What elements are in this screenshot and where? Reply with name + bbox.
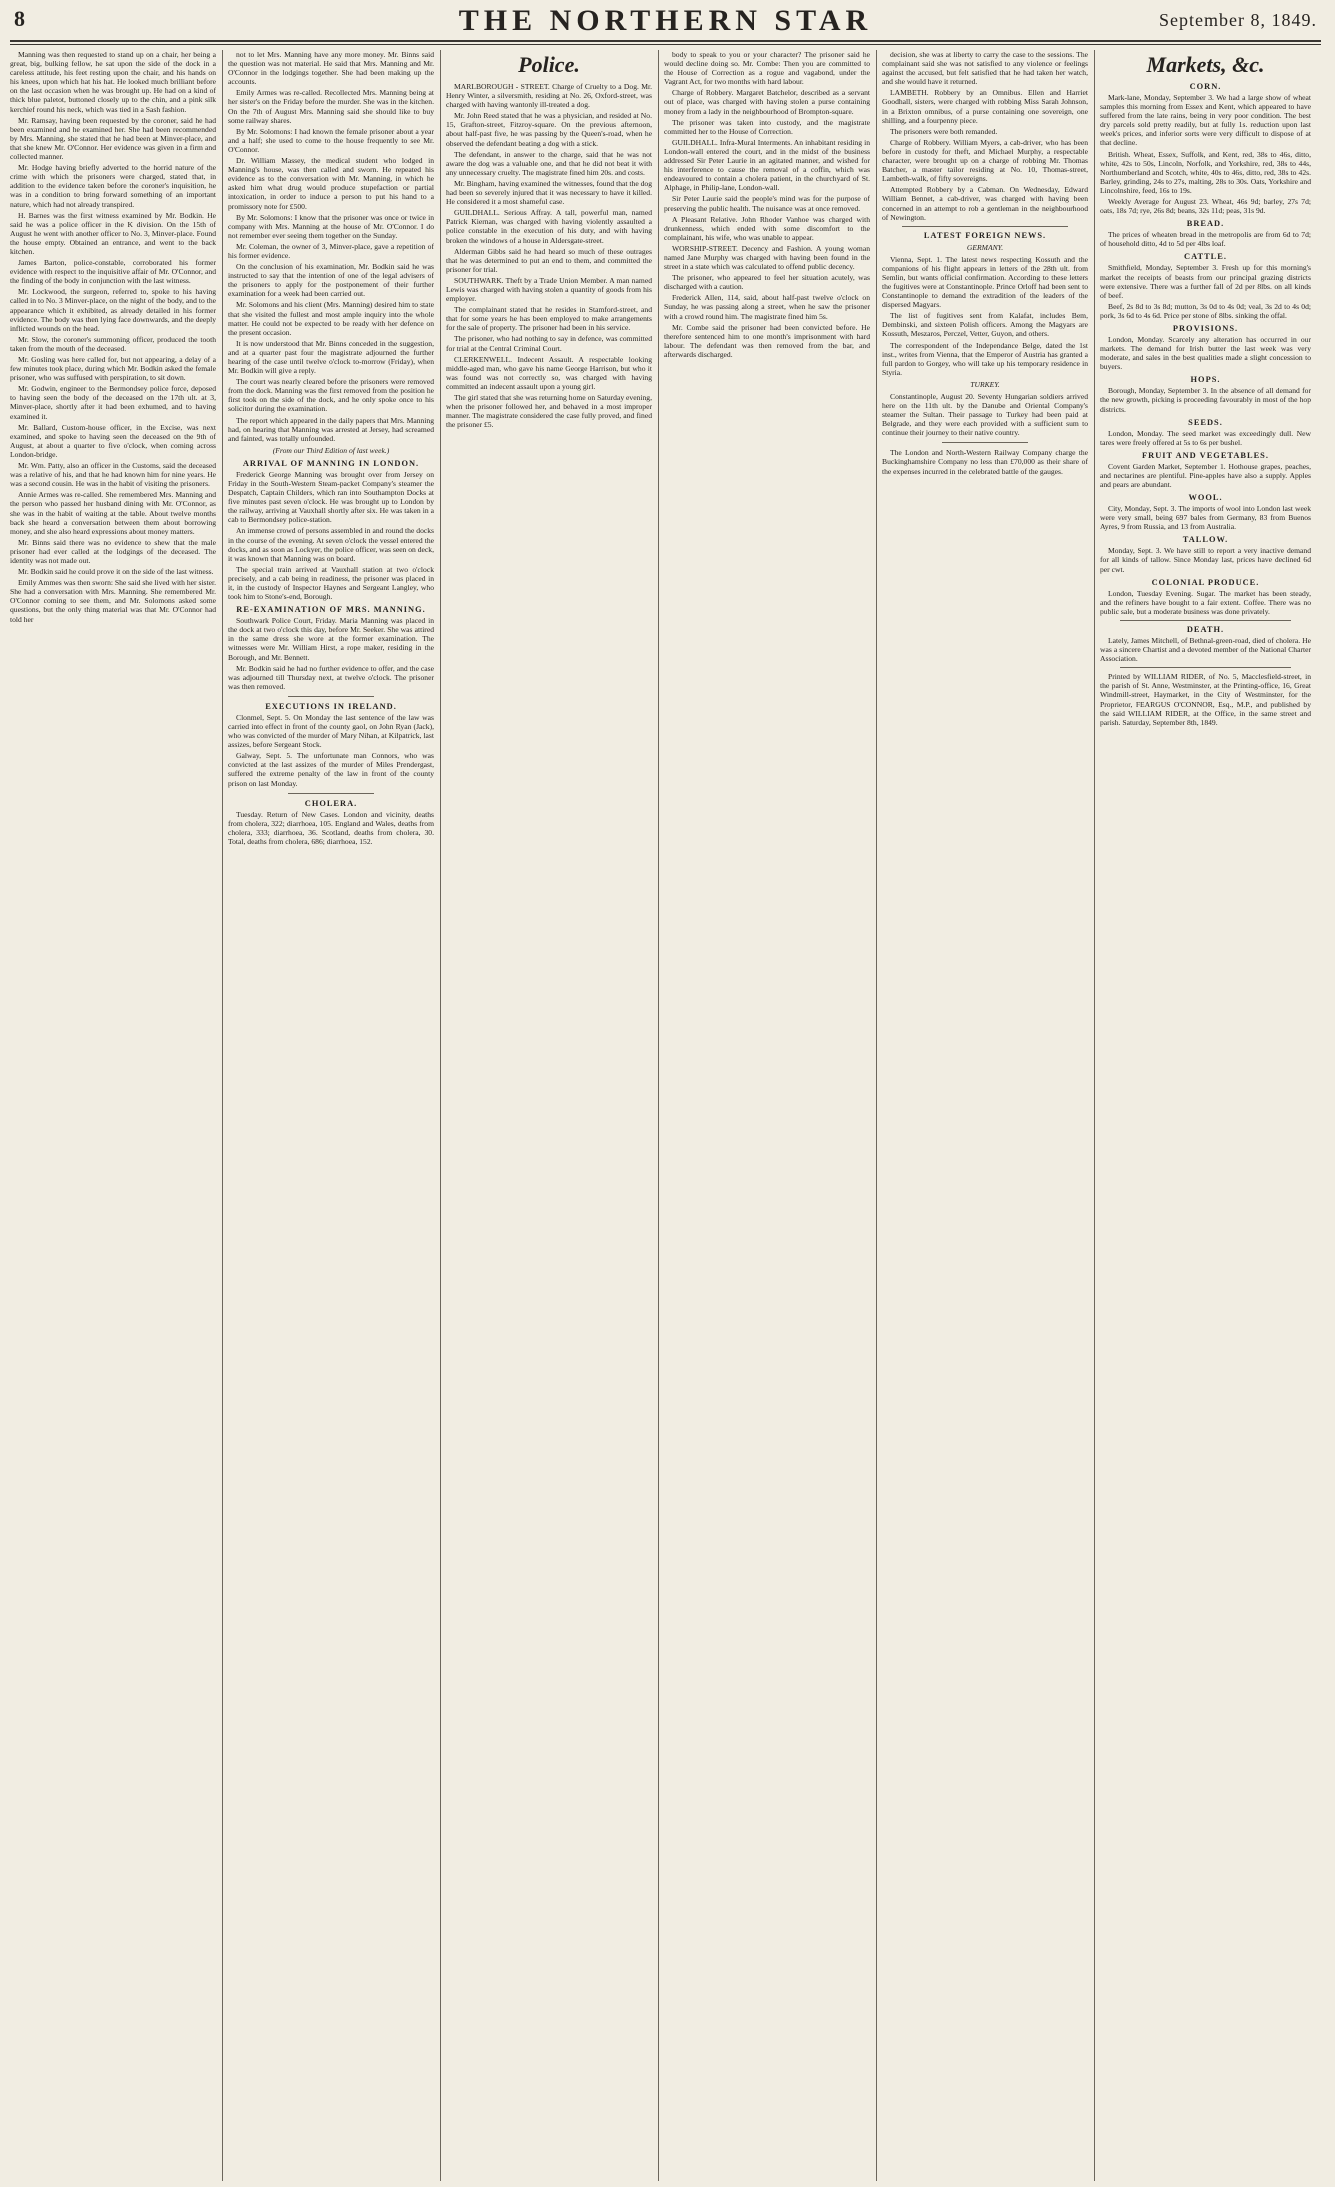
article-paragraph: Mr. Lockwood, the surgeon, referred to, spoke to his having called in to No. 3 Minver-place, on the night of the body, and to the appearance which it exhibited, as already detailed in his former evidence. The body was then lying face downwards, and the deeply inflicted wounds on the head. bbox=[10, 287, 216, 333]
section-heading: LATEST FOREIGN NEWS. bbox=[923, 230, 1047, 240]
divider bbox=[1120, 620, 1291, 621]
column-divider bbox=[876, 50, 877, 2181]
article-paragraph: Charge of Robbery. William Myers, a cab-driver, who has been before in custody for theft, and Michael Murphy, a respectable character, were brought up on a charge of robbing Mr. Thomas Batcher, a master tailor residing at No. 10, Thomas-street, Lambeth-walk, of fifty sovereigns. bbox=[882, 137, 1088, 184]
article-paragraph: By Mr. Solomons: I know that the prisoner was once or twice in company with Mrs. Manning at the house of Mr. O'Connor. I do not remember ever seeing them together on the Sunday. bbox=[228, 212, 434, 240]
section-heading: CORN. bbox=[1189, 82, 1222, 91]
divider bbox=[902, 226, 1068, 227]
issue-date: September 8, 1849. bbox=[1159, 10, 1317, 30]
section-heading: TALLOW. bbox=[1182, 535, 1229, 545]
section-heading: PROVISIONS. bbox=[1172, 323, 1239, 333]
divider bbox=[288, 696, 374, 697]
article-paragraph: The prisoner was taken into custody, and the magistrate committed her to the House of Correction. bbox=[664, 117, 870, 136]
newspaper-title: THE NORTHERN STAR bbox=[458, 4, 873, 37]
masthead bbox=[10, 4, 1321, 38]
column-1 bbox=[10, 50, 216, 2181]
article-paragraph: Mr. Bingham, having examined the witnesses, found that the dog had been so severely injured that it was necessary to have it killed. He considered it a most shameful case. bbox=[446, 178, 652, 207]
article-paragraph: Vienna, Sept. 1. The latest news respecting Kossuth and the companions of his flight appears in letters of the 28th ult. from Semlin, but wants official confirmation. According to these letters the fugitives were at Constantinople. Prince Orloff had been sent to Constantinople to demand the extradition of the leaders of the dispersed Magyars. bbox=[882, 254, 1088, 310]
section-heading: RE-EXAMINATION OF MRS. MANNING. bbox=[236, 605, 426, 615]
divider bbox=[1120, 667, 1291, 668]
article-paragraph: Frederick George Manning was brought over from Jersey on Friday in the South-Western Steam-packet Company's steamer the Despatch, Captain Childers, which ran into Southampton Docks at five minutes past seven o'clock. He was brought up to London by the railway, arriving at Vauxhall shortly after six. He was taken in a cab to Bermondsey police-station. bbox=[228, 469, 434, 525]
article-paragraph: Emily Ammes was then sworn: She said she lived with her sister. She had a conversation with Mrs. Manning. She remembered Mr. O'Connor coming to see them, and Mr. Solomons asked some questions, but the only thing material was that Mr. O'Connor had told her bbox=[10, 578, 216, 624]
article-paragraph: Mr. Solomons and his client (Mrs. Manning) desired him to state that she visited the fullest and most ample inquiry into the whole matter. He could not be expected to be ready with her defence on the present occasion. bbox=[228, 300, 434, 337]
article-paragraph: Annie Armes was re-called. She remembered Mrs. Manning and the person who passed her husband dining with Mr. O'Connor, as she was in the habit of waiting at the table. About twelve months back she heard a conversation between them about borrowing money, and she also heard expressions about money matters. bbox=[10, 490, 216, 536]
section-heading: WOOL. bbox=[1188, 493, 1223, 503]
article-paragraph: The prisoner, who had nothing to say in defence, was committed for trial at the Central Criminal Court. bbox=[446, 334, 652, 353]
article-paragraph: Southwark Police Court, Friday. Maria Manning was placed in the dock at two o'clock this day, before Mr. Seeker. She was attired in the same dress she wore at the former examination. The witnesses were Mr. William Hirst, a rope maker, residing in the Borough, and Mr. Bennett. bbox=[228, 616, 434, 662]
market-paragraph: The prices of wheaten bread in the metropolis are from 6d to 7d; of household ditto, 4d to 5d per 4lbs loaf. bbox=[1100, 230, 1311, 249]
column-2 bbox=[228, 50, 434, 2181]
section-heading: FRUIT AND VEGETABLES. bbox=[1142, 450, 1269, 460]
article-paragraph: The prisoner, who appeared to feel her situation acutely, was discharged with a caution. bbox=[664, 273, 870, 292]
article-paragraph: Emily Armes was re-called. Recollected Mrs. Manning being at her sister's on the Friday before the murder. She was in the kitchen. On the 7th of August Mrs. Manning said she should like to buy some railway shares. bbox=[228, 88, 434, 125]
article-paragraph: Charge of Robbery. Margaret Batchelor, described as a servant out of place, was charged with having stolen a purse containing money from a lady in the neighbourhood of Brompton-square. bbox=[664, 88, 870, 116]
article-paragraph: An immense crowd of persons assembled in and round the docks in the course of the evening. At seven o'clock the vessel entered the docks, and as soon as Lockyer, the police officer, was seen on deck, it was known that Manning was on board. bbox=[228, 526, 434, 563]
article-paragraph: H. Barnes was the first witness examined by Mr. Bodkin. He said he was a police officer in the K division. On the 15th of August he went with another officer to No. 3, Minver-place. Found the house empty. Obtained an entrance, and went to the back kitchen. bbox=[10, 210, 216, 256]
article-paragraph: Mr. Wm. Patty, also an officer in the Customs, said the deceased was a relative of his, and that he had known him for nine years. He was a second cousin. He was in the habit of visiting the prisoners. bbox=[10, 461, 216, 489]
article-paragraph: Dr. William Massey, the medical student who lodged in Manning's house, was then called and sworn. He repeated his evidence as to the conversation with Mr. Manning, in which he asked him what drug would produce stupefaction or partial intoxication, in order to induce a person to put his hand to a promissory note for £500. bbox=[228, 156, 434, 211]
column-divider bbox=[658, 50, 659, 2181]
section-title-police: Police. bbox=[518, 52, 580, 77]
section-heading: ARRIVAL OF MANNING IN LONDON. bbox=[242, 458, 420, 468]
market-paragraph: Weekly Average for August 23. Wheat, 46s 9d; barley, 27s 7d; oats, 18s 7d; rye, 26s 8d; beans, 32s 11d; peas, 31s 9d. bbox=[1100, 197, 1311, 216]
article-paragraph: Mr. Godwin, engineer to the Bermondsey police force, deposed to having seen the body of the deceased on the 17th ult. at 3, Minver-place, shortly after it had been exhumed, and to having examined it. bbox=[10, 384, 216, 421]
column-divider bbox=[1094, 50, 1095, 2181]
market-paragraph: Smithfield, Monday, September 3. Fresh up for this morning's market the receipts of beasts from our principal grazing districts were extensive. There was a further fall of 2d per 8lbs. on all kinds of beef. bbox=[1100, 263, 1311, 300]
page-number: 8 bbox=[14, 6, 25, 31]
column-5 bbox=[882, 50, 1088, 2181]
article-paragraph: Frederick Allen, 114, said, about half-past twelve o'clock on Sunday, he was passing along a street, when he saw the prisoner with a crowd round him. The magistrate fined him 5s. bbox=[664, 293, 870, 321]
article-paragraph: A Pleasant Relative. John Rhoder Vanhoe was charged with drunkenness, which ended with some discomfort to the complainant, his wife, who was unable to appear. bbox=[664, 214, 870, 242]
market-paragraph: London, Monday. The seed market was exceedingly dull. New tares were freely offered at 5s to 6s per bushel. bbox=[1100, 428, 1311, 447]
article-paragraph: CLERKENWELL. Indecent Assault. A respectable looking middle-aged man, who gave his name George Harrison, but who it was found was not correctly so, was charged with having committed an indecent assault upon a young girl. bbox=[446, 354, 652, 391]
death-notice: Lately, James Mitchell, of Bethnal-green-road, died of cholera. He was a sincere Chartist and a devoted member of the National Charter Association. bbox=[1100, 635, 1311, 664]
column-4 bbox=[664, 50, 870, 2181]
article-paragraph: The court was nearly cleared before the prisoners were removed from the dock. Manning was the first removed from the position he first took on the side of the dock, and he only spoke once to his solicitor during the examination. bbox=[228, 377, 434, 414]
article-paragraph: The list of fugitives sent from Kalafat, includes Bem, Dembinski, and sixteen Polish officers. Among the Magyars are Kossuth, Meszaros, Perczel, Vetter, Guyon, and others. bbox=[882, 311, 1088, 339]
masthead-rule bbox=[10, 40, 1321, 42]
market-paragraph: Beef, 2s 8d to 3s 8d; mutton, 3s 0d to 4s 0d; veal, 3s 2d to 4s 0d; pork, 3s 6d to 4s 6d. Price per stone of 8lbs. sinking the offal. bbox=[1100, 301, 1311, 320]
article-paragraph: Mr. Bodkin said he could prove it on the side of the last witness. bbox=[18, 567, 214, 577]
article-paragraph: The prisoners were both remanded. bbox=[890, 126, 998, 136]
market-paragraph: London, Tuesday Evening. Sugar. The market has been steady, and the refiners have bought to a fair extent. Coffee. There was no public sale, but a moderate business was done privately. bbox=[1100, 588, 1311, 616]
article-paragraph: Mr. Bodkin said he had no further evidence to offer, and the case was adjourned till Thursday next, at twelve o'clock. The prisoner was then removed. bbox=[228, 663, 434, 691]
section-heading: CHOLERA. bbox=[304, 798, 358, 808]
section-heading: HOPS. bbox=[1190, 375, 1221, 385]
section-heading: SEEDS. bbox=[1188, 417, 1223, 427]
article-paragraph: On the conclusion of his examination, Mr. Bodkin said he was instructed to say that the intention of one of the legal advisers of the prisoners to apply for the postponement of their further examination for a week had been carried out. bbox=[228, 262, 434, 299]
article-paragraph: GUILDHALL. Infra-Mural Interments. An inhabitant residing in London-wall entered the court, and in the midst of the business addressed Sir Peter Laurie in an agitated manner, and wished for his interference to cause the removal of a coffin, which was endeavoured to contain a cholera patient, in the churchyard of St. Alphage, in Philip-lane, London-wall. bbox=[664, 137, 870, 193]
article-paragraph: Mr. John Reed stated that he was a physician, and resided at No. 15, Grafton-street, Fitzroy-square. On the previous afternoon, about half-past five, he was passing by the Queen's-road, when he observed the defendant beating a dog with a stick. bbox=[446, 111, 652, 148]
article-paragraph: MARLBOROUGH - STREET. Charge of Cruelty to a Dog. Mr. Henry Winter, a silversmith, residing at No. 26, Oxford-street, was charged with having wantonly ill-treated a dog. bbox=[446, 82, 652, 110]
column-divider bbox=[222, 50, 223, 2181]
article-paragraph: The girl stated that she was returning home on Saturday evening, when the prisoner followed her, and behaved in a most improper manner. The magistrate considered the case fully proved, and fined the prisoner £5. bbox=[446, 393, 652, 430]
column-6 bbox=[1100, 50, 1311, 2181]
market-paragraph: British. Wheat, Essex, Suffolk, and Kent, red, 38s to 46s, ditto, white, 42s to 50s, Lincoln, Norfolk, and Yorkshire, red, 38s to 44s, Northumberland and Scotch, white, 40s to 46s, ditto, red, 38s to 42s. Barley, grinding, 24s to 27s, malting, 28s to 30s. Oats, Yorkshire and Lincolnshire, feed, 16s to 19s. bbox=[1100, 149, 1311, 195]
article-paragraph: The London and North-Western Railway Company charge the Buckinghamshire Company no less than £70,000 as their share of the expenses incurred in the celebrated battle of the gauges. bbox=[882, 448, 1088, 476]
article-paragraph: The correspondent of the Independance Belge, dated the 1st inst., writes from Vienna, that the Emperor of Austria has granted a full pardon to Gorgey, who will take up his temporary residence in Styria. bbox=[882, 340, 1088, 377]
article-paragraph: It is now understood that Mr. Binns conceded in the suggestion, and at a quarter past four the magistrate adjourned the further hearing of the case until twelve o'clock to-morrow (Friday), when Mr. Bodkin will give a reply. bbox=[228, 338, 434, 376]
market-paragraph: City, Monday, Sept. 3. The imports of wool into London last week were very small, being 697 bales from Germany, 83 from Buenos Ayres, 9 from Russia, and 13 from Australia. bbox=[1100, 504, 1311, 532]
article-paragraph: Attempted Robbery by a Cabman. On Wednesday, Edward William Bennet, a cab-driver, was charged with having been concerned in an attempt to rob a gentleman in the neighbourhood of Newington. bbox=[882, 185, 1088, 222]
divider bbox=[288, 793, 374, 794]
article-paragraph: By Mr. Solomons: I had known the female prisoner about a year and a half; she used to come to the house frequently to see Mr. O'Connor. bbox=[228, 126, 434, 154]
column-divider bbox=[440, 50, 441, 2181]
article-paragraph: James Barton, police-constable, corroborated his former evidence with respect to the inquisitive affair of Mr. O'Connor, and the finding of the body in conjunction with the last witness. bbox=[10, 258, 216, 286]
article-paragraph: The report which appeared in the daily papers that Mrs. Manning had, on hearing that Manning was arrested at Jersey, had screamed and fainted, was totally unfounded. bbox=[228, 415, 434, 443]
article-paragraph: Manning was then requested to stand up on a chair, her being a great, big, bulking fellow, he sat upon the side of the dock in a careless attitude, his feet resting upon the chair, and his hands on his knees, upon which hat his hat. He looked much brilliant before on the last occasion when he was brought up. He had on a kind of thick blue paletot, buttoned closely up to the chin, and a pink silk kerchief round his neck, which was tied in a Sash fashion. bbox=[10, 50, 216, 114]
section-heading: EXECUTIONS IN IRELAND. bbox=[265, 701, 397, 711]
market-paragraph: Borough, Monday, September 3. In the absence of all demand for the new growth, picking is proceeding favourably in most of the hop districts. bbox=[1100, 386, 1311, 414]
section-subheading: GERMANY. bbox=[966, 242, 1004, 252]
article-paragraph: Constantinople, August 20. Seventy Hungarian soldiers arrived here on the 11th ult. by the Danube and Oriental Company's steamer the Sultan. Their passage to Turkey had been paid at Belgrade, and they were each provided with a sufficient sum to continue their journey to their native country. bbox=[882, 391, 1088, 438]
section-heading: BREAD. bbox=[1186, 219, 1225, 229]
article-paragraph: Mr. Hodge having briefly adverted to the horrid nature of the crime with which the prisoners were charged, stated that, in addition to the evidence taken before the coroner's inquisition, he was in a condition to bring forward something of an important nature, which had not already transpired. bbox=[10, 163, 216, 209]
article-paragraph: SOUTHWARK. Theft by a Trade Union Member. A man named Lewis was charged with having stolen a quantity of goods from his employer. bbox=[446, 275, 652, 304]
article-paragraph: Clonmel, Sept. 5. On Monday the last sentence of the law was carried into effect in front of the county gaol, on John Ryan (Jack), who was convicted of the murder of Mary Nihan, at Kilpatrick, last assizes, before Sergeant Stock. bbox=[228, 712, 434, 750]
article-paragraph: Mr. Ramsay, having been requested by the coroner, said he had been examined and he examined her. She had been recommended by Mrs. Manning, she stated that he had been at Minver-place, and that she knew Mr. O'Connor. Her evidence was given in a firm and collected manner. bbox=[10, 115, 216, 162]
article-paragraph: The defendant, in answer to the charge, said that he was not aware the dog was a valuable one, and that he did not beat it with any unnecessary cruelty. The magistrate fined him 20s. and costs. bbox=[446, 149, 652, 177]
edition-note: (From our Third Edition of last week.) bbox=[272, 445, 390, 455]
article-paragraph: GUILDHALL. Serious Affray. A tall, powerful man, named Patrick Kiernan, was charged with having violently assaulted a police constable in the execution of his duty, and with having broken the windows of a house in Aldersgate-street. bbox=[446, 208, 652, 245]
article-paragraph: The special train arrived at Vauxhall station at two o'clock precisely, and a cab being in readiness, the prisoner was placed in it, in the custody of Inspector Haynes and Sergeant Langley, who took him to Stone's-end, Borough. bbox=[228, 564, 434, 602]
section-subheading: TURKEY. bbox=[970, 379, 1000, 389]
article-paragraph: Mr. Gosling was here called for, but not appearing, a delay of a few minutes took place, during which Mr. Bodkin asked the female prisoner, who was suffused with perspiration, to sit down. bbox=[10, 355, 216, 383]
market-paragraph: London, Monday. Scarcely any alteration has occurred in our markets. The demand for Irish butter the last week was very moderate, and sales in the best qualities made a slight concession to buyers. bbox=[1100, 334, 1311, 372]
section-title-markets: Markets, &c. bbox=[1146, 52, 1265, 77]
article-paragraph: Mr. Binns said there was no evidence to shew that the male prisoner had ever called at the lodgings of the deceased. The identity was not made out. bbox=[10, 537, 216, 565]
divider bbox=[942, 442, 1028, 443]
article-paragraph: Sir Peter Laurie said the people's mind was for the purpose of preserving the public health. The nuisance was at once removed. bbox=[664, 194, 870, 213]
printer-imprint: Printed by WILLIAM RIDER, of No. 5, Macclesfield-street, in the parish of St. Anne, Westminster, at the Printing-office, 16, Great Windmill-street, Haymarket, in the City of Westminster, for the Proprietor, FEARGUS O'CONNOR, Esq., M.P., and published by the said WILLIAM RIDER, at the Office, in the same street and parish. Saturday, September 8th, 1849. bbox=[1100, 672, 1311, 727]
section-heading: COLONIAL PRODUCE. bbox=[1151, 577, 1260, 587]
column-3 bbox=[446, 50, 652, 2181]
masthead-rule-thin bbox=[10, 44, 1321, 45]
section-heading: CATTLE. bbox=[1184, 252, 1227, 262]
market-paragraph: Covent Garden Market, September 1. Hothouse grapes, peaches, and nectarines are plentiful. Pine-apples have also a supply. Apples and pears are abundant. bbox=[1100, 461, 1311, 489]
article-paragraph: LAMBETH. Robbery by an Omnibus. Ellen and Harriet Goodhall, sisters, were charged with robbing Miss Sarah Johnson, in a Brixton omnibus, of a purse containing one sovereign, one shilling, and a fourpenny piece. bbox=[882, 88, 1088, 125]
article-paragraph: not to let Mrs. Manning have any more money. Mr. Binns said the question was not material. He said that Mrs. Manning and Mr. O'Connor in the lodgings together. She had been making up the accounts. bbox=[228, 50, 434, 87]
article-paragraph: The complainant stated that he resides in Stamford-street, and that for some years he has been employed to make arrangements for the sale of property. The prisoner had been in his service. bbox=[446, 305, 652, 333]
article-paragraph: body to speak to you or your character? The prisoner said he would decline doing so. Mr. Combe: Then you are committed to the House of Correction as a rogue and vagabond, under the Vagrant Act, for two months with hard labour. bbox=[664, 50, 870, 87]
columns bbox=[10, 50, 1321, 2181]
article-paragraph: Mr. Ballard, Custom-house officer, in the Excise, was next examined, and spoke to having seen the deceased on the 9th of August, at about a quarter to five o'clock, when coming across London-bridge. bbox=[10, 422, 216, 459]
article-paragraph: Mr. Combe said the prisoner had been convicted before. He therefore sentenced him to one month's imprisonment with hard labour. The defendant was then removed from the bar, and afterwards discharged. bbox=[664, 322, 870, 359]
article-paragraph: Galway, Sept. 5. The unfortunate man Connors, who was convicted at the last assizes of the murder of Miles Prendergast, suffered the extreme penalty of the law in front of the county prison on last Monday. bbox=[228, 751, 434, 788]
section-heading: DEATH. bbox=[1186, 624, 1225, 634]
article-paragraph: WORSHIP-STREET. Decency and Fashion. A young woman named Jane Murphy was charged with having been found in the street in a state which was calculated to offend public decency. bbox=[664, 243, 870, 272]
market-paragraph: Monday, Sept. 3. We have still to report a very inactive demand for all kinds of tallow. Since Monday last, prices have declined 6d per cwt. bbox=[1100, 546, 1311, 574]
article-paragraph: Mr. Coleman, the owner of 3, Minver-place, gave a repetition of his former evidence. bbox=[228, 241, 434, 260]
article-paragraph: Tuesday. Return of New Cases. London and vicinity, deaths from cholera, 322; diarrhoea, 105. England and Wales, deaths from cholera, 333; diarrhoea, 36. Scotland, deaths from cholera, 30. Total, deaths from cholera, 686; diarrhoea, 152. bbox=[228, 809, 434, 846]
article-paragraph: Alderman Gibbs said he had heard so much of these outrages that he was determined to put an end to them, and committed the prisoner for trial. bbox=[446, 246, 652, 274]
article-paragraph: decision, she was at liberty to carry the case to the sessions. The complainant said she was not satisfied to any violence or feelings against the accused, but felt satisfied that he had taken her watch, and she would have it returned. bbox=[882, 50, 1088, 87]
article-paragraph: Mr. Slow, the coroner's summoning officer, produced the tooth taken from the mouth of the deceased. bbox=[10, 334, 216, 353]
market-paragraph: Mark-lane, Monday, September 3. We had a large show of wheat samples this morning from Essex and Kent, which appeared to have suffered from the late rains, being in very poor condition. The best dry parcels sold pretty readily, but at fully 1s. reduction upon last week's prices, and inferior sorts were very difficult to dispose of at that decline. bbox=[1100, 93, 1311, 148]
